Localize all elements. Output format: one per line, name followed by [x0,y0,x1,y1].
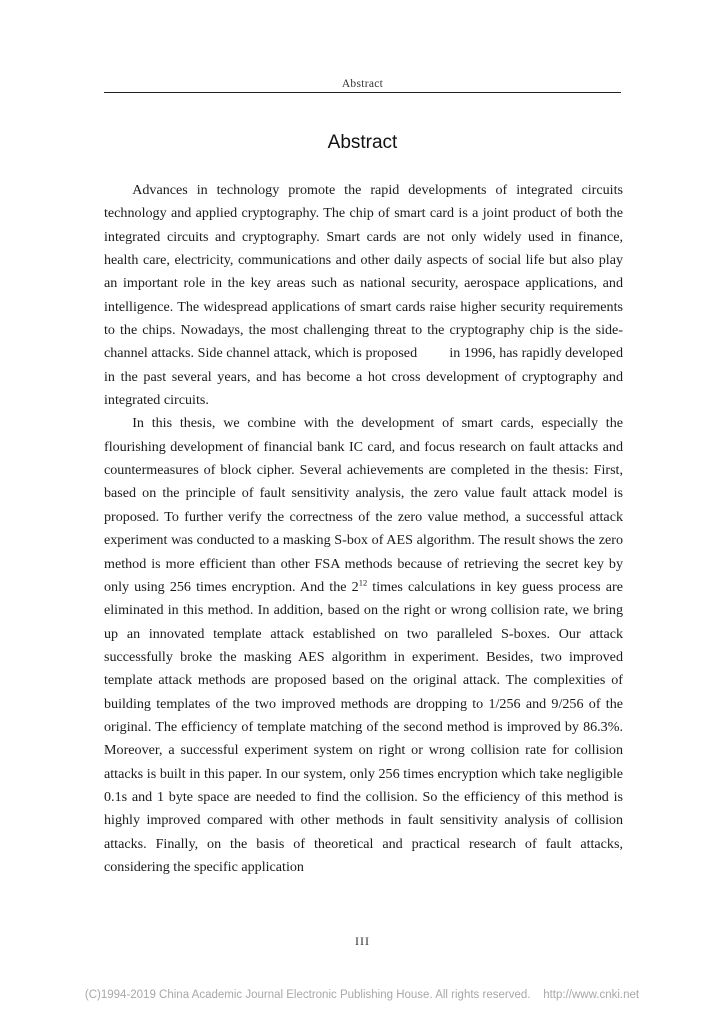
page-number: III [355,934,370,948]
section-title: Abstract [327,132,398,153]
header-rule [104,92,621,93]
copyright-footer: (C)1994-2019 China Academic Journal Electronic Publishing House. All rights reserved. http://www.cnki.net [84,989,640,1001]
paragraph-2-part-1: In this thesis, we combine with the development of smart cards, especially the flourishing development of financial bank IC card, and focus research on fault attacks and countermeasures of block cipher. Several achievements are completed in the thesis: First, based on the principle of fault sensitivity analysis, the zero value fault attack model is proposed. To further verify the correctness of the zero value method, a successful attack experiment was conducted to a masking S-box of AES algorithm. The result shows the zero method is more efficient than other FSA methods because of retrieving the secret key by only using 256 times encryption. And the [104,415,623,595]
running-header: Abstract [341,78,384,90]
paragraph-1: Advances in technology promote the rapid developments of integrated circuits technology and applied cryptography. The chip of smart card is a joint product of both the integrated circuits and cryptography. Smart cards are not only widely used in finance, health care, electricity, communications and other daily aspects of social life but also play an important role in the key areas such as national security, aerospace applications, and intelligence. The widespread applications of smart cards raise higher security requirements to the chips. Nowadays, the most challenging threat to the cryptography chip is the side-channel attacks. Side channel attack, which is proposed in 1996, has rapidly developed in the past several years, and has become a hot cross development of cryptography and integrated circuits. [104,182,623,409]
paragraph-2 [104,412,623,879]
power-base: 2 [351,578,359,595]
paragraph-2-part-2: times calculations in key guess process are eliminated in this method. In addition, based on the right or wrong collision rate, we bring up an innovated template attack established on two paralleled S-boxes. Our attack successfully broke the masking AES algorithm in experiment. Besides, two improved template attack methods are proposed based on the original attack. The complexities of building templates of the two improved methods are dropping to 1/256 and 9/256 of the original. The efficiency of template matching of the second method is improved by 86.3%. Moreover, a successful experiment system on right or wrong collision rate for collision attacks is built in this paper. In our system, only 256 times encryption which take negligible 0.1s and 1 byte space are needed to find the collision. So the efficiency of this method is highly improved compared with other methods in fault sensitivity analysis of collision attacks. Finally, on the basis of theoretical and practical research of fault attacks, considering the specific application [104,578,623,875]
power-exponent: 12 [358,577,368,588]
abstract-body [104,179,623,879]
